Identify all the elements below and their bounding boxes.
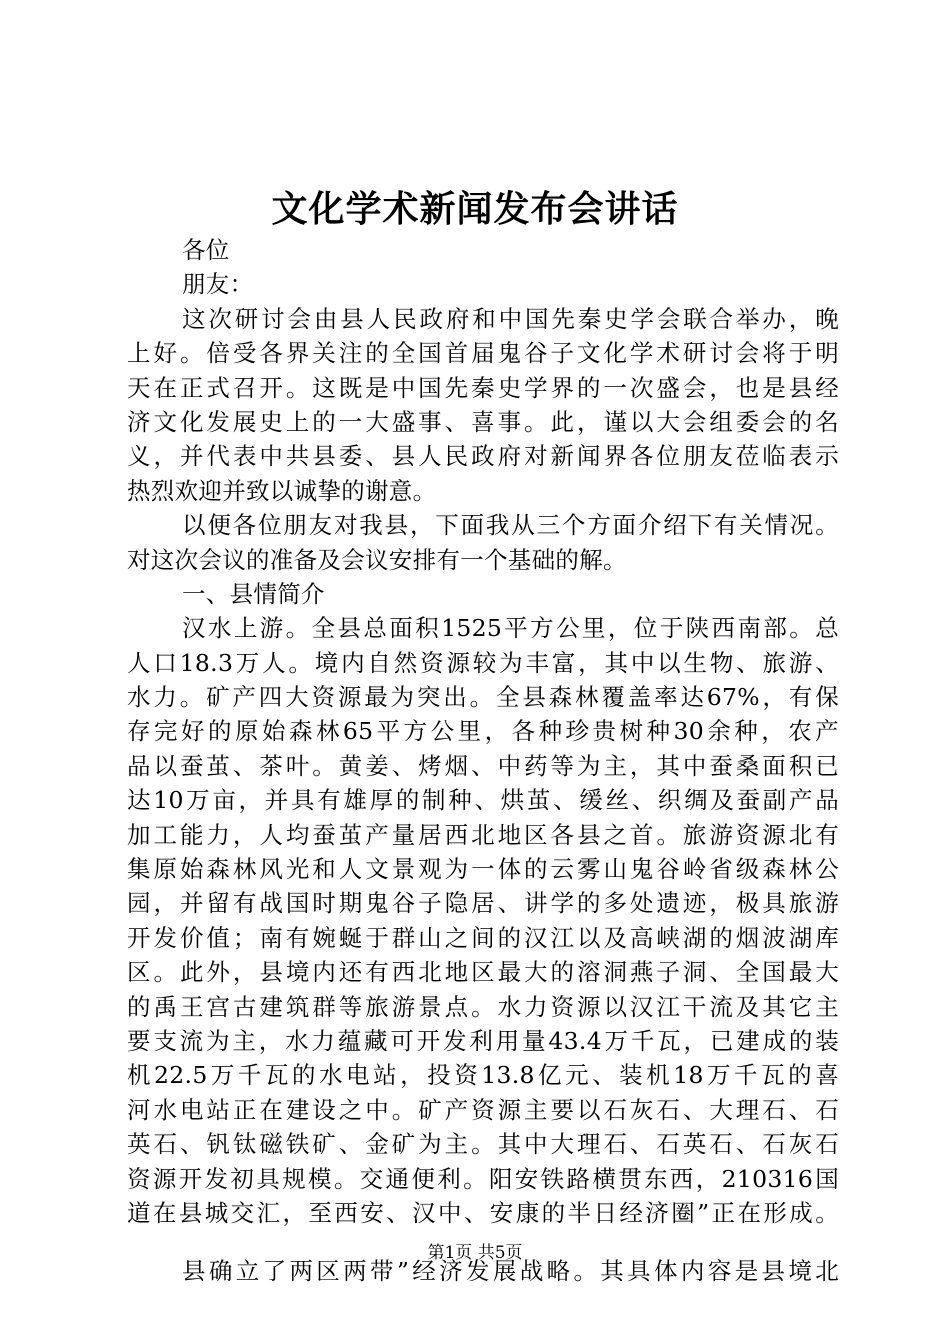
text-line: 集原始森林风光和人文景观为一体的云雾山鬼谷岭省级森林公 [127,855,839,884]
text-line: 品以蚕茧、茶叶。黄姜、烤烟、中药等为主，其中蚕桑面积已 [127,751,839,780]
text-line: 区。此外，县境内还有西北地区最大的溶洞燕子洞、全国最大 [127,958,839,987]
text-line: 开发价值；南有婉蜒于群山之间的汉江以及高峡湖的烟波湖库 [127,923,839,952]
text-line: 汉水上游。全县总面积1525平方公里，位于陕西南部。总 [182,614,839,643]
text-line: 义，并代表中共县委、县人民政府对新闻界各位朋友莅临表示 [127,442,839,471]
text-line: 上好。倍受各界关注的全国首届鬼谷子文化学术研讨会将于明 [127,339,839,368]
text-line: 人口18.3万人。境内自然资源较为丰富，其中以生物、旅游、 [127,648,839,677]
text-line: 各位 [182,236,230,264]
text-line: 机22.5万千瓦的水电站，投资13.8亿元、装机18万千瓦的喜 [127,1061,839,1090]
text-line: 道在县城交汇，至西安、汉中、安康的半日经济圈”正在形成。 [127,1198,839,1227]
text-line: 加工能力，人均蚕茧产量居西北地区各县之首。旅游资源北有 [127,820,839,849]
text-line: 朋友： [182,270,254,299]
section-heading: 一、县情简介 [182,579,325,608]
text-line: 的禹王宫古建筑群等旅游景点。水力资源以汉江干流及其它主 [127,992,839,1021]
text-line: 热烈欢迎并致以诚挚的谢意。 [127,476,437,505]
text-line: 要支流为主，水力蕴藏可开发利用量43.4万千瓦，已建成的装 [127,1026,839,1055]
text-line: 存完好的原始森林65平方公里，各种珍贵树种30余种，农产 [127,717,839,746]
text-line: 园，并留有战国时期鬼谷子隐居、讲学的多处遗迹，极具旅游 [127,889,839,918]
text-line: 县确立了两区两带”经济发展战略。其具体内容是县境北 [182,1257,839,1286]
text-line: 以便各位朋友对我县，下面我从三个方面介绍下有关情况。 [182,511,839,540]
text-line: 对这次会议的准备及会议安排有一个基础的解。 [127,545,627,574]
text-line: 资源开发初具规模。交通便利。阳安铁路横贯东西，210316国 [127,1164,839,1193]
text-line: 河水电站正在建设之中。矿产资源主要以石灰石、大理石、石 [127,1095,839,1124]
text-line: 这次研讨会由县人民政府和中国先秦史学会联合举办，晚 [182,304,839,333]
text-line: 英石、钒钛磁铁矿、金矿为主。其中大理石、石英石、石灰石 [127,1130,839,1159]
text-line: 天在正式召开。这既是中国先秦史学界的一次盛会，也是县经 [127,373,839,402]
document-title: 文化学术新闻发布会讲话 [271,188,679,230]
page-number-footer: 第1页 共5页 [427,1243,523,1263]
document-body [127,233,839,1289]
text-line: 济文化发展史上的一大盛事、喜事。此，谨以大会组委会的名 [127,407,839,436]
text-line: 水力。矿产四大资源最为突出。全县森林覆盖率达67%，有保 [127,683,839,712]
text-line: 达10万亩，并具有雄厚的制种、烘茧、缓丝、织绸及蚕副产品 [127,786,839,815]
